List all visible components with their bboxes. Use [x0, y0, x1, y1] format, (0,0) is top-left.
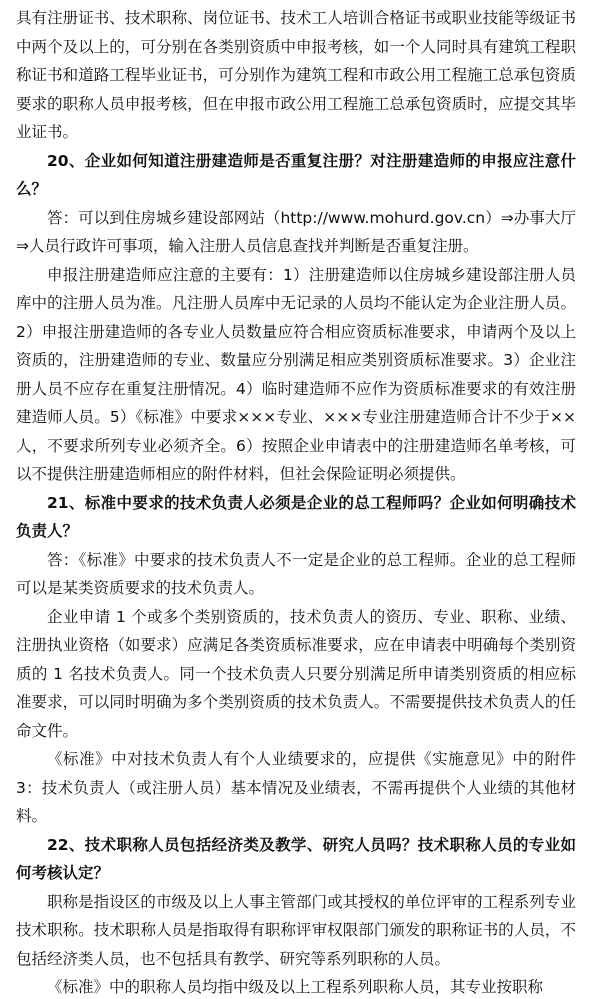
answer-20-website: 答：可以到住房城乡建设部网站（http://www.mohurd.gov.cn）⇒办事大厅⇒人员行政许可事项，输入注册人员信息查找并判断是否重复注册。: [16, 208, 576, 255]
answer-22-definition: 职称是指设区的市级及以上人事主管部门或其授权的单位评审的工程系列专业技术职称。技术职称人员是指取得有职称评审权限部门颁发的职称证书的人员，不包括经济类人员，也不包括具有教学、研究等系列职称的人员。: [16, 892, 576, 968]
question-22: 22、技术职称人员包括经济类及教学、研究人员吗？技术职称人员的专业如何考核认定？: [16, 835, 576, 882]
answer-21-performance: 《标准》中对技术负责人有个人业绩要求的，应提供《实施意见》中的附件 3：技术负责人（或注册人员）基本情况及业绩表，不需再提供个人业绩的其他材料。: [16, 750, 576, 825]
question-20: 20、企业如何知道注册建造师是否重复注册？对注册建造师的申报应注意什么？: [16, 151, 576, 198]
answer-21-chief-engineer: 答：《标准》中要求的技术负责人不一定是企业的总工程师。企业的总工程师可以是某类资质要求的技术负责人。: [16, 550, 576, 597]
answer-20-notes: 申报注册建造师应注意的主要有：1）注册建造师以住房城乡建设部注册人员库中的注册人员为准。凡注册人员库中无记录的人员均不能认定为企业注册人员。2）申报注册建造师的各专业人员数量应符合相应资质标准要求，申请两个及以上资质的，注册建造师的专业、数量应分别满足相应类别资质标准要求。3）企业注册人员不应存在重复注册情况。4）临时建造师不应作为资质标准要求的有效注册建造师人员。5）《标准》中要求×××专业、×××专业注册建造师合计不少于××人，不要求所列专业必须齐全。6）按照企业申请表中的注册建造师名单考核，可以不提供注册建造师相应的附件材料，但社会保险证明必须提供。: [16, 265, 576, 483]
answer-21-multiple-qualifications: 企业申请 1 个或多个类别资质的，技术负责人的资历、专业、职称、业绩、注册执业资格（如要求）应满足各类资质标准要求，应在申请表中明确每个类别资质的 1 名技术负责人。同一个技术负责人只要分别满足所申请类别资质的相应标准要求，可以同时明确为多个类别资质的技术负责人。不需要提供技术负责人的任命文件。: [16, 607, 576, 740]
paragraph-intro: 具有注册证书、技术职称、岗位证书、技术工人培训合格证书或职业技能等级证书中两个及以上的，可分别在各类别资质中申报考核，如一个人同时具有建筑工程职称证书和道路工程毕业证书，可分别作为建筑工程和市政公用工程施工总承包资质要求的职称人员申报考核，但在申报市政公用工程施工总承包资质时，应提交其毕业证书。: [16, 9, 576, 141]
question-21: 21、标准中要求的技术负责人必须是企业的总工程师吗？企业如何明确技术负责人？: [16, 493, 576, 540]
answer-22-standard: 《标准》中的职称人员均指中级及以上工程系列职称人员，其专业按职称: [47, 978, 544, 996]
